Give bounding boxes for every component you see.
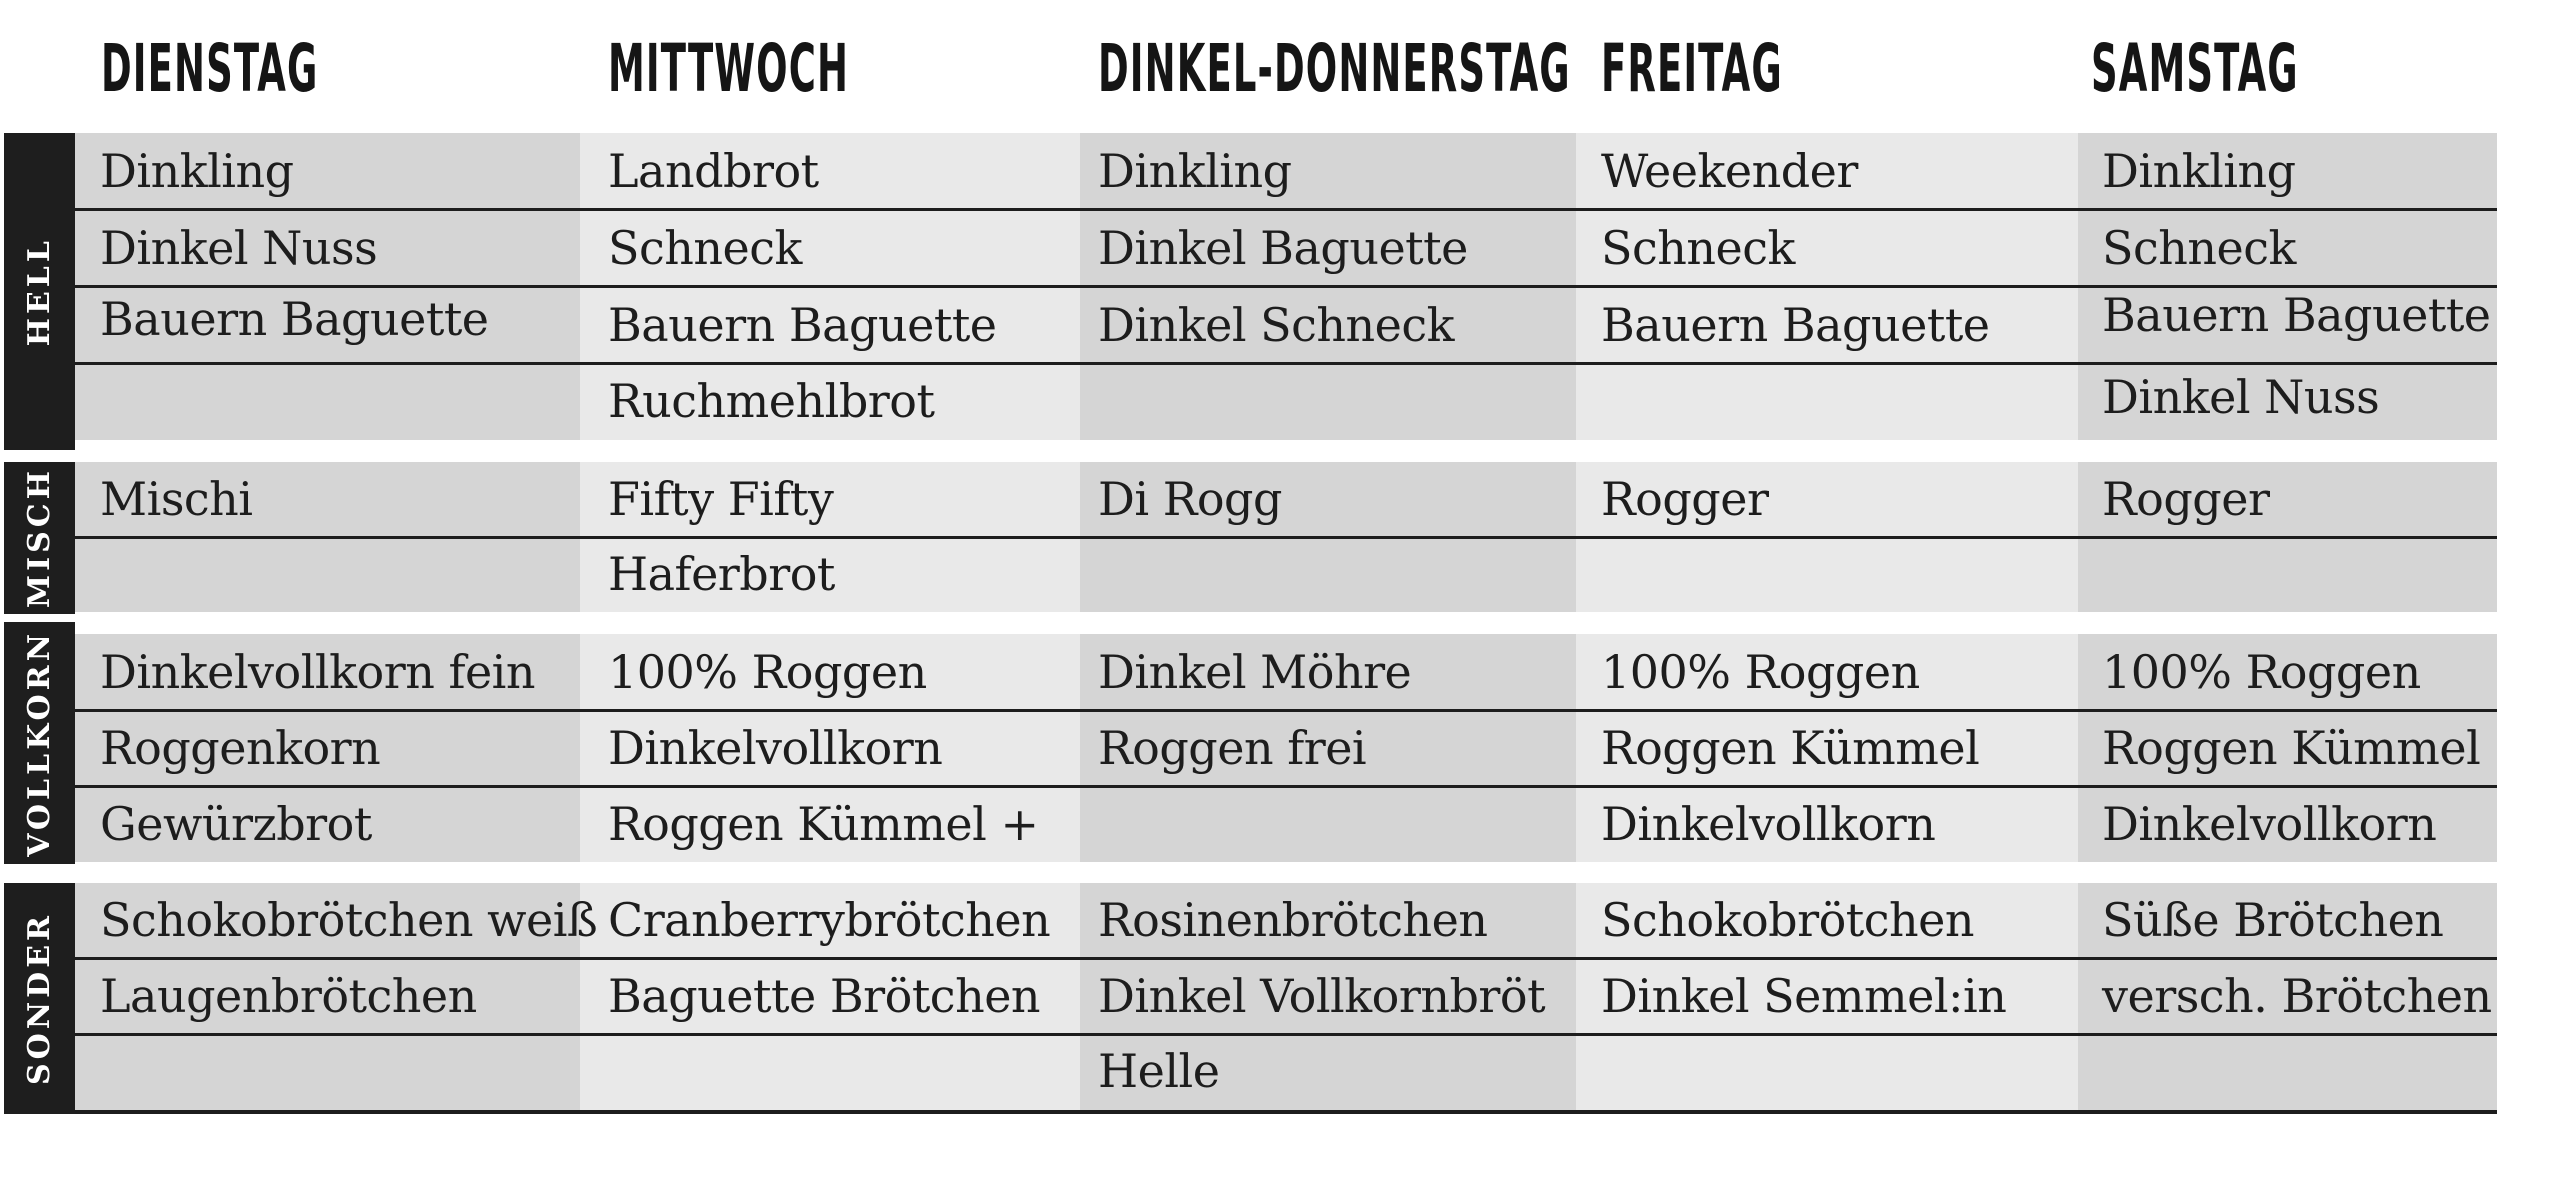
menu-cell: Baguette Brötchen (608, 968, 1041, 1023)
menu-cell: Roggenkorn (100, 721, 381, 775)
menu-cell: Bauern Baguette (608, 297, 997, 352)
menu-cell: Schneck (1601, 220, 1795, 275)
menu-cell: Bauern Baguette (2102, 287, 2491, 342)
menu-cell: 100% Roggen (608, 645, 927, 699)
day-header-2 (608, 30, 1038, 107)
category-label: MISCH (22, 467, 57, 609)
menu-cell: Dinkel Semmel:in (1601, 968, 2007, 1023)
menu-cell: Schokobrötchen (1601, 893, 1975, 947)
menu-cell: Süße Brötchen (2102, 893, 2444, 947)
menu-cell: Haferbrot (608, 547, 835, 601)
menu-cell: Dinkling (100, 144, 294, 198)
menu-cell: Helle (1098, 1044, 1220, 1099)
menu-cell: Laugenbrötchen (100, 968, 477, 1023)
menu-cell: Dinkel Nuss (2102, 370, 2380, 425)
day-header-5 (2091, 30, 2462, 107)
category-label: SONDER (22, 911, 57, 1086)
menu-cell: Schneck (2102, 220, 2296, 275)
menu-cell: Di Rogg (1098, 472, 1282, 526)
menu-cell: versch. Brötchen (2102, 968, 2492, 1023)
category-bar-vollkorn (4, 622, 75, 864)
day-header-label: MITTWOCH (608, 30, 850, 107)
menu-cell: Fifty Fifty (608, 472, 834, 526)
menu-cell: Dinkel Möhre (1098, 645, 1412, 699)
category-bar-misch (4, 462, 75, 614)
menu-cell: Bauern Baguette (100, 291, 489, 346)
menu-cell: Mischi (100, 472, 253, 526)
category-bar-sonder (4, 883, 75, 1114)
menu-cell: Dinkelvollkorn (2102, 797, 2437, 851)
menu-cell: Roggen frei (1098, 721, 1367, 775)
menu-cell: Dinkel Schneck (1098, 297, 1455, 352)
day-header-label: DIENSTAG (101, 30, 319, 107)
menu-cell: Dinkel Vollkornbröt (1098, 968, 1546, 1023)
menu-cell: Dinkelvollkorn (608, 721, 943, 775)
menu-cell: Rosinenbrötchen (1098, 893, 1488, 947)
day-header-4 (1601, 30, 1926, 107)
menu-cell: Dinkel Nuss (100, 220, 378, 275)
menu-cell: Schneck (608, 220, 802, 275)
menu-cell: Roggen Kümmel (1601, 721, 1980, 775)
day-header-label: SAMSTAG (2091, 30, 2299, 107)
menu-cell: Dinkelvollkorn fein (100, 645, 536, 699)
day-header-label: FREITAG (1601, 30, 1783, 107)
menu-cell: Weekender (1601, 144, 1858, 198)
category-label: HELL (22, 236, 57, 347)
menu-cell: Gewürzbrot (100, 797, 372, 851)
menu-cell: Dinkelvollkorn (1601, 797, 1936, 851)
menu-cell: Dinkel Baguette (1098, 220, 1468, 275)
menu-cell: Rogger (1601, 472, 1769, 526)
menu-cell: Rogger (2102, 472, 2270, 526)
menu-cell: Cranberrybrötchen (608, 893, 1051, 947)
menu-cell: Dinkling (1098, 144, 1292, 198)
menu-cell: Roggen Kümmel + (608, 797, 1039, 851)
day-header-label: DINKEL-DONNERSTAG (1098, 30, 1571, 107)
category-label: VOLLKORN (22, 629, 57, 857)
menu-cell: 100% Roggen (1601, 645, 1920, 699)
menu-cell: Schokobrötchen weiß (100, 893, 598, 947)
menu-cell: Landbrot (608, 144, 819, 198)
category-bar-hell (4, 133, 75, 450)
menu-cell: Roggen Kümmel (2102, 721, 2481, 775)
menu-cell: Bauern Baguette (1601, 297, 1990, 352)
menu-cell: Ruchmehlbrot (608, 374, 935, 429)
menu-cell: 100% Roggen (2102, 645, 2421, 699)
table-bottom-rule (75, 1110, 2497, 1114)
menu-cell: Dinkling (2102, 144, 2296, 198)
day-header-1 (101, 30, 489, 107)
